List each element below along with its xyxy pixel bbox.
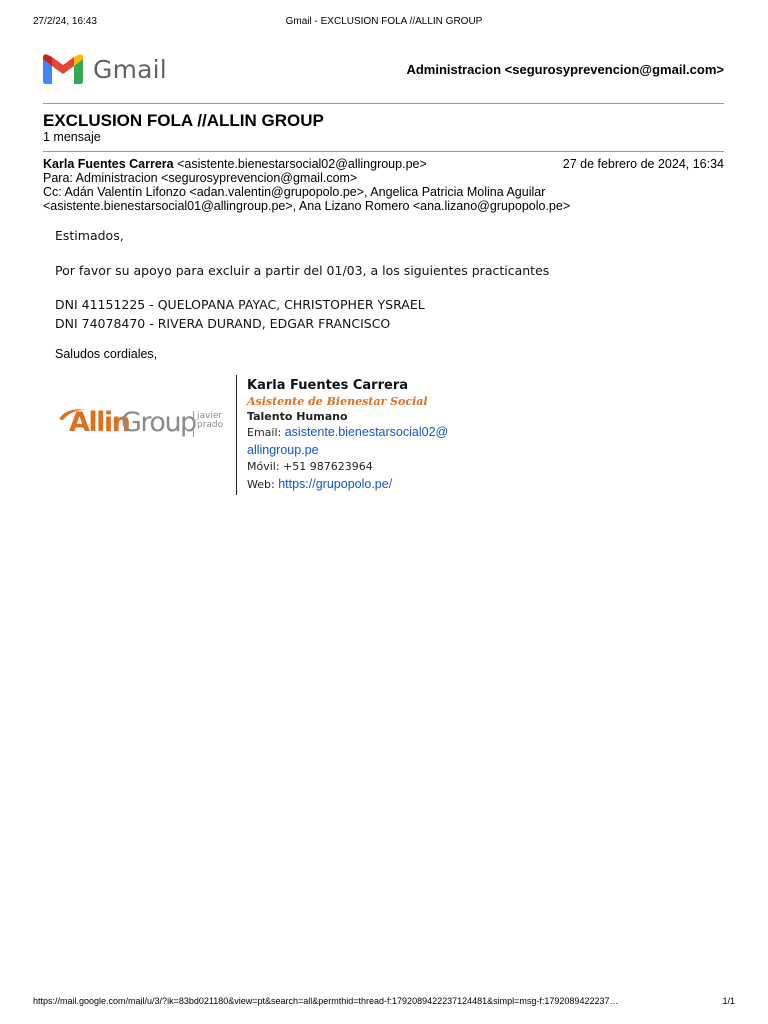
- sender-name: Karla Fuentes Carrera: [43, 157, 174, 171]
- sender-email: <asistente.bienestarsocial02@allingroup.pe>: [177, 157, 427, 171]
- gmail-header: [43, 54, 724, 86]
- signature-role: Asistente de Bienestar Social: [247, 395, 428, 408]
- logo-group: Group: [121, 407, 196, 438]
- body-dni-line: DNI 74078470 - RIVERA DURAND, EDGAR FRANCISCO: [55, 316, 391, 331]
- page-number: 1/1: [722, 996, 735, 1006]
- divider: [43, 103, 724, 104]
- signature-web-row: [247, 476, 448, 494]
- gmail-logo: [43, 54, 167, 84]
- allingroup-logo: [55, 405, 235, 445]
- account-label: Administracion <segurosyprevencion@gmail.com>: [406, 62, 724, 77]
- message-count: 1 mensaje: [43, 130, 101, 144]
- to-line: Para: Administracion <segurosyprevencion@gmail.com>: [43, 171, 358, 185]
- signature-email-link-continued[interactable]: allingroup.pe: [247, 442, 319, 457]
- signature-divider: [236, 375, 237, 495]
- signature-email-row-continued: [247, 442, 448, 460]
- sent-date: 27 de febrero de 2024, 16:34: [562, 157, 724, 171]
- signature-department: Talento Humano: [247, 410, 348, 423]
- web-label: Web:: [247, 477, 275, 491]
- logo-subtext: [197, 412, 223, 430]
- thread-subject: EXCLUSION FOLA //ALLIN GROUP: [43, 111, 324, 130]
- print-title: Gmail - EXCLUSION FOLA //ALLIN GROUP: [285, 16, 483, 27]
- body-dni-line: DNI 41151225 - QUELOPANA PAYAC, CHRISTOPHER YSRAEL: [55, 297, 425, 312]
- gmail-wordmark: Gmail: [93, 54, 167, 84]
- logo-subtext-2: prado: [197, 420, 224, 430]
- message-headers: [43, 157, 724, 213]
- print-datetime: 27/2/24, 16:43: [33, 16, 97, 27]
- signature-mobile: Móvil: +51 987623964: [247, 460, 373, 473]
- divider: [43, 151, 724, 152]
- email-label: Email:: [247, 426, 282, 439]
- signature-details: [247, 378, 448, 493]
- cc-line: Cc: Adán Valentín Lifonzo <adan.valentin@grupopolo.pe>, Angelica Patricia Molina Aguilar: [43, 185, 546, 199]
- logo-subtext-1: javier: [197, 411, 223, 421]
- cc-line-continued: <asistente.bienestarsocial01@allingroup.pe>, Ana Lizano Romero <ana.lizano@grupopolo.pe>: [43, 199, 571, 213]
- print-url: https://mail.google.com/mail/u/3/?ik=83bd021180&view=pt&search=all&permthid=thread-f:1792089422237124481&simpl=msg-f:1792089422237…: [33, 996, 619, 1006]
- body-greeting: Estimados,: [55, 228, 124, 243]
- body-regards: Saludos cordiales,: [55, 347, 158, 361]
- signature-email-link[interactable]: asistente.bienestarsocial02@: [284, 425, 449, 439]
- gmail-m-icon: [43, 54, 83, 84]
- body-request: Por favor su apoyo para excluir a partir del 01/03, a los siguientes practicantes: [55, 263, 550, 278]
- signature-email-row: [247, 424, 448, 442]
- signature-web-link[interactable]: https://grupopolo.pe/: [278, 476, 393, 491]
- logo-allin: Allin: [69, 407, 130, 438]
- email-signature: [55, 375, 455, 495]
- logo-separator: [193, 411, 194, 437]
- signature-name: Karla Fuentes Carrera: [247, 378, 409, 393]
